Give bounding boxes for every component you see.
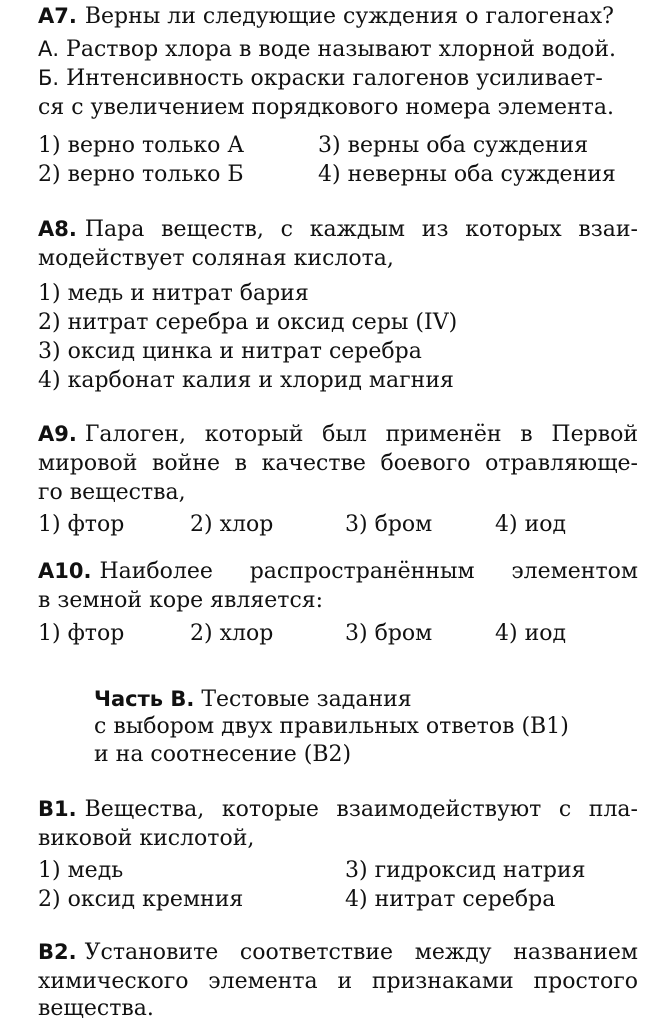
question-text: Вещества, которые взаимодействуют с пла- (84, 797, 638, 822)
answer-options-a10 (38, 619, 638, 648)
question-b1 (38, 795, 638, 824)
statement-label: Б. (38, 66, 60, 90)
answer-option[interactable]: 3) оксид цинка и нитрат серебра (38, 339, 422, 364)
answer-option[interactable]: 1) верно только А (38, 133, 244, 158)
statement-b-continued: ся с увеличением порядкового номера элемента. (38, 95, 614, 120)
answer-option[interactable]: 4) неверны оба суждения (318, 162, 616, 187)
question-number: А8. (38, 217, 77, 241)
statement-label: А. (38, 37, 60, 61)
question-number: В2. (38, 940, 77, 964)
answer-option[interactable]: 3) гидроксид натрия (345, 858, 586, 883)
answer-options-b1 (38, 856, 638, 885)
question-a9 (38, 420, 638, 449)
question-text: Пара веществ, с каждым из которых взаи- (84, 217, 638, 242)
question-number: В1. (38, 797, 77, 821)
question-text-continued: вещества. (38, 996, 154, 1021)
part-title: Часть В. (94, 687, 195, 711)
part-b-subtitle: с выбором двух правильных ответов (В1) (94, 714, 569, 739)
answer-option[interactable]: 1) фтор (38, 512, 125, 537)
answer-option[interactable]: 1) медь и нитрат бария (38, 281, 309, 306)
answer-option[interactable]: 4) карбонат калия и хлорид магния (38, 368, 454, 393)
question-text: Установите соответствие между названием (84, 940, 638, 965)
question-a7 (38, 2, 638, 31)
answer-options-a9 (38, 510, 638, 539)
answer-option[interactable]: 2) хлор (190, 512, 274, 537)
answer-option[interactable]: 2) хлор (190, 621, 274, 646)
part-b-heading: Часть В. Тестовые задания (94, 687, 412, 712)
question-text-continued: в земной коре является: (38, 588, 324, 613)
answer-option[interactable]: 1) медь (38, 858, 124, 883)
answer-options-a7 (38, 160, 638, 189)
answer-option[interactable]: 2) оксид кремния (38, 887, 244, 912)
question-text: Галоген, который был применён в Первой (84, 422, 638, 447)
question-text-continued: мировой войне в качестве боевого отравляюще- (38, 451, 638, 476)
question-text: Верны ли следующие суждения о галогенах? (84, 4, 614, 29)
question-a8 (38, 215, 638, 244)
question-text-continued: модействует соляная кислота, (38, 246, 394, 271)
answer-option[interactable]: 2) верно только Б (38, 162, 244, 187)
question-number: А7. (38, 4, 77, 28)
part-b-subtitle: и на соотнесение (В2) (94, 742, 352, 767)
question-number: А9. (38, 422, 77, 446)
answer-options-a7 (38, 131, 638, 160)
answer-option[interactable]: 4) нитрат серебра (345, 887, 556, 912)
statement-b: Б. Интенсивность окраски галогенов усиливает- (38, 66, 603, 91)
question-text: Наиболее распространённым элементом (99, 559, 638, 584)
question-text-continued: химического элемента и признаками простого (38, 969, 638, 994)
question-text-continued: го вещества, (38, 480, 186, 505)
answer-option[interactable]: 4) иод (495, 512, 567, 537)
answer-option[interactable]: 3) бром (345, 621, 433, 646)
question-b2 (38, 938, 638, 967)
answer-option[interactable]: 4) иод (495, 621, 567, 646)
answer-option[interactable]: 2) нитрат серебра и оксид серы (IV) (38, 310, 458, 335)
answer-option[interactable]: 3) верны оба суждения (318, 133, 589, 158)
question-number: А10. (38, 559, 92, 583)
answer-option[interactable]: 1) фтор (38, 621, 125, 646)
statement-a: А. Раствор хлора в воде называют хлорной водой. (38, 37, 617, 62)
answer-options-b1 (38, 885, 638, 914)
answer-option[interactable]: 3) бром (345, 512, 433, 537)
question-a10 (38, 557, 638, 586)
question-text-continued: виковой кислотой, (38, 826, 255, 851)
